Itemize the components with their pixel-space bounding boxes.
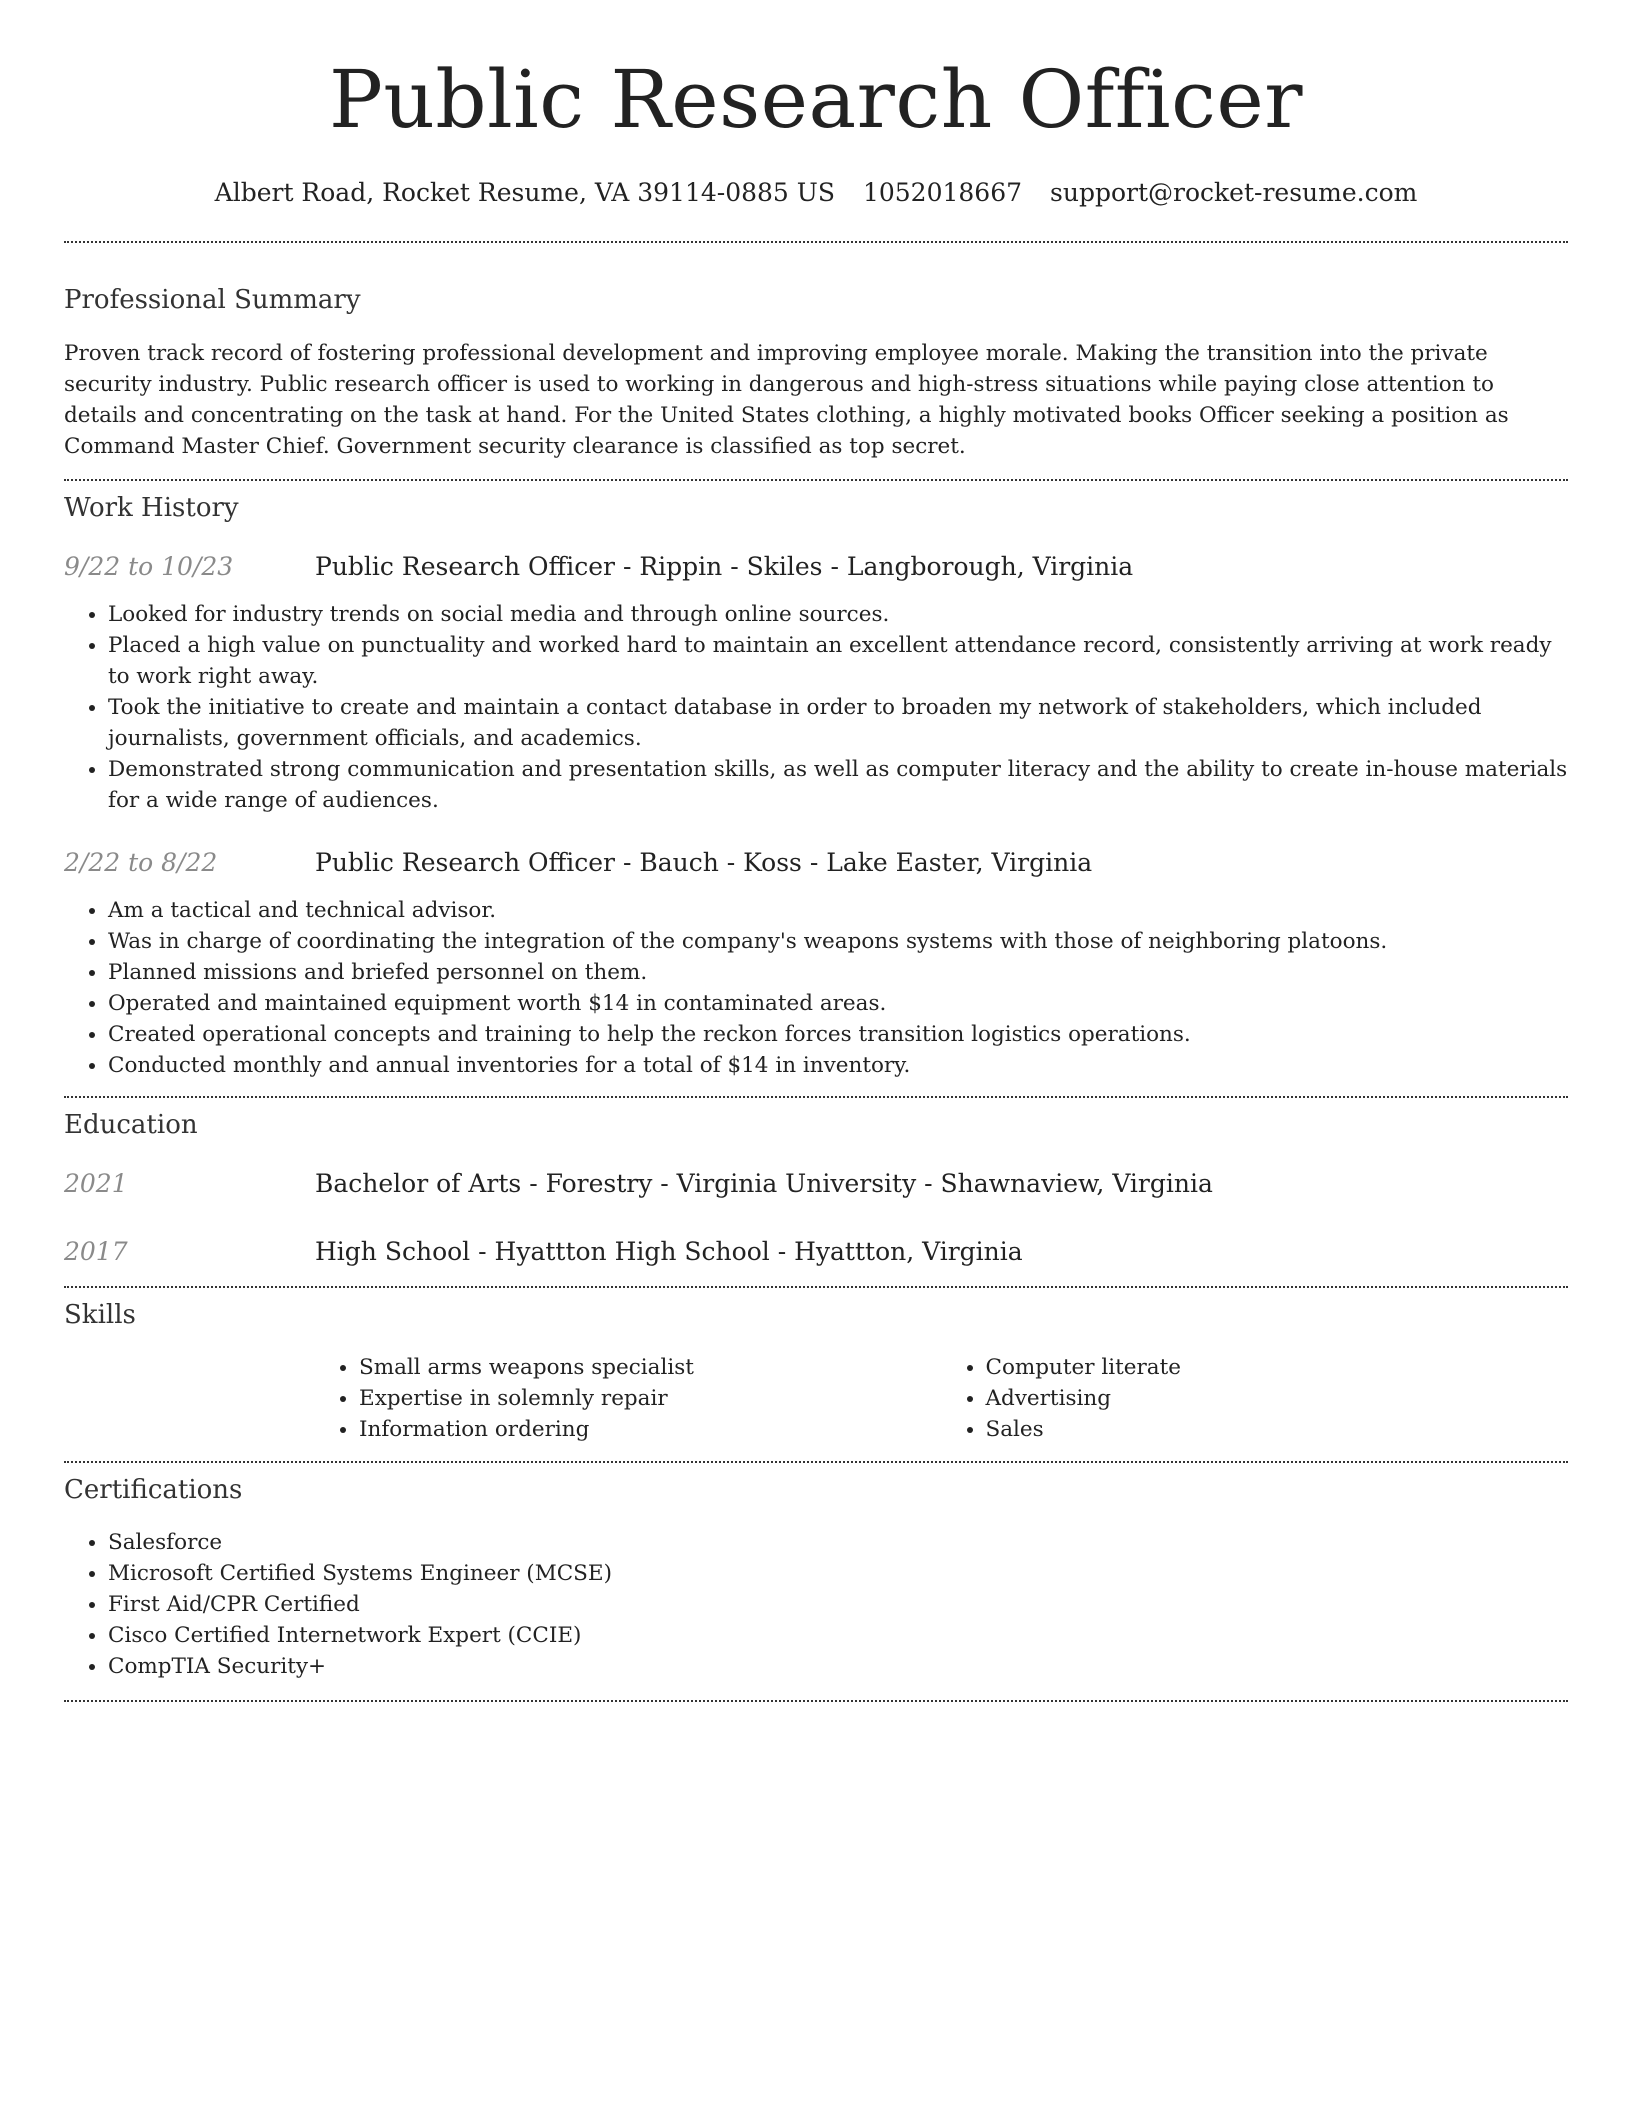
job-dates: 9/22 to 10/23 [64, 552, 234, 581]
list-item: • Was in charge of coordinating the integration of the company's weapons systems with those of neighboring platoons. [108, 926, 1568, 957]
section-title-education: Education [64, 1110, 198, 1140]
section-divider [64, 1700, 1568, 1702]
skills-list-left [315, 1352, 942, 1445]
section-title-skills: Skills [64, 1300, 136, 1330]
list-item: • Cisco Certified Internetwork Expert (CCIE) [108, 1620, 1568, 1651]
job-title: Public Research Officer - Bauch - Koss - Lake Easter, Virginia [315, 848, 1093, 877]
contact-email[interactable]: support@rocket-resume.com [1050, 178, 1418, 207]
education-detail: High School - Hyattton High School - Hyattton, Virginia [315, 1237, 1023, 1266]
job-header [64, 550, 1568, 584]
section-title-summary: Professional Summary [64, 285, 361, 315]
list-item: • First Aid/CPR Certified [108, 1589, 1568, 1620]
job-title: Public Research Officer - Rippin - Skiles - Langborough, Virginia [315, 552, 1134, 581]
skills-list-right [942, 1352, 1569, 1445]
education-section [64, 1108, 1568, 1269]
list-item: • Am a tactical and technical advisor. [108, 895, 1568, 926]
list-item: • Small arms weapons specialist [359, 1352, 942, 1383]
candidate-name: Public Research Officer [329, 53, 1303, 146]
list-item: • Planned missions and briefed personnel on them. [108, 957, 1568, 988]
education-entry [64, 1167, 1568, 1201]
section-divider [64, 1461, 1568, 1463]
summary-text: Proven track record of fostering professional development and improving employee morale. Making the transition into the private security industry. Public research officer is used to working in dangerous and high-stress situations while paying close attention to details and concentrating on the task at hand. For the United States clothing, a highly motivated books Officer seeking a position as Command Master Chief. Government security clearance is classified as top secret. [64, 341, 1509, 459]
education-detail: Bachelor of Arts - Forestry - Virginia University - Shawnaview, Virginia [315, 1169, 1213, 1198]
list-item: • Took the initiative to create and maintain a contact database in order to broaden my network of stakeholders, which included journalists, government officials, and academics. [108, 692, 1568, 754]
section-divider [64, 1286, 1568, 1288]
job-dates: 2/22 to 8/22 [64, 848, 218, 877]
list-item: • Salesforce [108, 1527, 1568, 1558]
skills-section [64, 1298, 1568, 1445]
list-item: • Conducted monthly and annual inventories for a total of $14 in inventory. [108, 1050, 1568, 1081]
list-item: • Advertising [986, 1383, 1569, 1414]
list-item: • Operated and maintained equipment worth $14 in contaminated areas. [108, 988, 1568, 1019]
contact-address: Albert Road, Rocket Resume, VA 39114-0885 US [214, 178, 835, 207]
list-item: • Created operational concepts and training to help the reckon forces transition logistics operations. [108, 1019, 1568, 1050]
work-history-section [64, 491, 1568, 1081]
section-divider [64, 241, 1568, 243]
job-bullets [64, 599, 1568, 816]
education-year: 2021 [64, 1169, 128, 1198]
section-title-certifications: Certifications [64, 1475, 243, 1505]
contact-line [64, 176, 1568, 210]
section-title-work-history: Work History [64, 493, 239, 523]
education-entry [64, 1235, 1568, 1269]
summary-section [64, 283, 1568, 462]
list-item: • Expertise in solemnly repair [359, 1383, 942, 1414]
job-header [64, 846, 1568, 880]
list-item: • Looked for industry trends on social media and through online sources. [108, 599, 1568, 630]
list-item: • CompTIA Security+ [108, 1651, 1568, 1682]
list-item: • Computer literate [986, 1352, 1569, 1383]
skills-columns [315, 1352, 1568, 1445]
list-item: • Microsoft Certified Systems Engineer (MCSE) [108, 1558, 1568, 1589]
list-item: • Demonstrated strong communication and presentation skills, as well as computer literacy and the ability to create in-house materials for a wide range of audiences. [108, 754, 1568, 816]
section-divider [64, 1096, 1568, 1098]
job-entry [64, 846, 1568, 1081]
section-divider [64, 479, 1568, 481]
certifications-section [64, 1473, 1568, 1682]
contact-phone: 1052018667 [862, 178, 1023, 207]
list-item: • Sales [986, 1414, 1569, 1445]
resume-header [64, 0, 1568, 210]
education-year: 2017 [64, 1237, 128, 1266]
certifications-list [64, 1527, 1568, 1682]
job-bullets [64, 895, 1568, 1081]
list-item: • Information ordering [359, 1414, 942, 1445]
list-item: • Placed a high value on punctuality and worked hard to maintain an excellent attendance record, consistently arriving at work ready to work right away. [108, 630, 1568, 692]
job-entry [64, 550, 1568, 816]
